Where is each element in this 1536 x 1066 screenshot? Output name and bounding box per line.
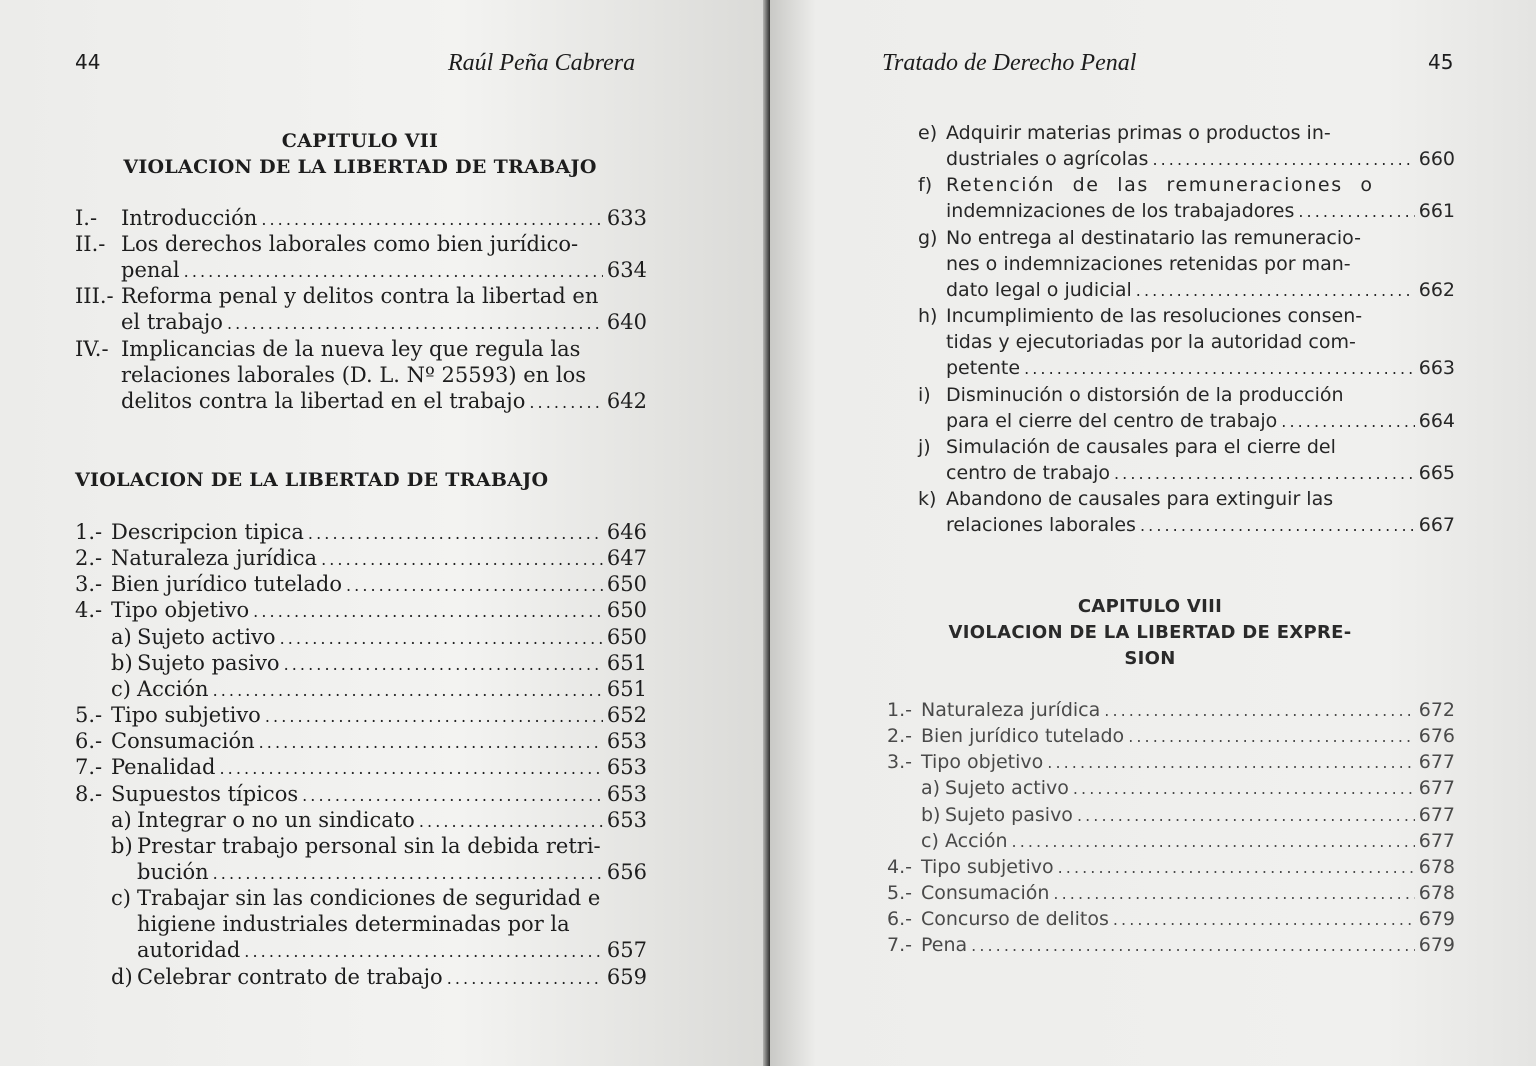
dot-leader: [259, 728, 603, 756]
toc-entry: [887, 723, 1455, 749]
toc-entry-text: delitos contra la libertad en el trabajo: [121, 388, 526, 413]
toc-entry-number: 2.-: [75, 546, 103, 571]
toc-entry-page: 653: [606, 755, 647, 780]
toc-entry-text: Naturaleza jurídica: [921, 699, 1101, 721]
toc-entry-text: Trabajar sin las condiciones de seguridad e: [137, 886, 601, 911]
toc-entry-page: 642: [606, 388, 647, 413]
toc-entry-text: higiene industriales determinadas por la: [137, 912, 570, 937]
toc-entry-text: Concurso de delitos: [921, 908, 1109, 931]
toc-entry-text: Introducción: [121, 206, 258, 230]
toc-entry-page: 659: [606, 964, 647, 989]
toc-entry-page: 650: [606, 572, 647, 597]
dot-leader: [244, 937, 603, 965]
toc-entry-page: 677: [1418, 777, 1455, 800]
right-page-number: 45: [1428, 50, 1454, 74]
toc-entry-number: c): [921, 829, 939, 852]
toc-entry: [918, 225, 1455, 303]
toc-entry: [75, 728, 647, 754]
toc-entry-text: centro de trabajo: [946, 461, 1110, 484]
dot-leader: [1012, 828, 1415, 855]
dot-leader: [447, 964, 603, 992]
toc-entry-text: para el cierre del centro de trabajo: [946, 409, 1278, 432]
toc-entry-page: 679: [1418, 934, 1455, 957]
dot-leader: [1104, 697, 1414, 724]
toc-entry-page: 651: [606, 676, 647, 701]
toc-entry-number: e): [918, 122, 938, 144]
dot-leader: [220, 754, 603, 782]
toc-entry-number: 6.-: [887, 908, 912, 931]
toc-entry-page: 663: [1418, 357, 1455, 380]
toc-entry: [887, 749, 1455, 775]
toc-entry-number: f): [918, 174, 933, 197]
toc-entry-text: Prestar trabajo personal sin la debida retri-: [137, 833, 601, 858]
toc-entry-number: b): [111, 833, 133, 858]
toc-entry: [918, 172, 1455, 224]
toc-entry-page: 665: [1418, 461, 1455, 484]
toc-entry-text: Supuestos típicos: [111, 781, 299, 806]
toc-entry-number: 1.-: [887, 699, 912, 721]
toc-entry-page: 650: [606, 598, 647, 623]
toc-entry-number: 8.-: [75, 781, 103, 806]
toc-entry-text: bución: [137, 859, 209, 884]
toc-entry-number: 5.-: [75, 703, 103, 728]
chapter-number: CAPITULO VII: [281, 130, 439, 152]
chapter-title-line-2: SION: [1124, 648, 1176, 669]
dot-leader: [529, 388, 603, 416]
toc-entry-page: 653: [606, 807, 647, 832]
toc-entry: [111, 676, 647, 702]
toc-entry-page: 677: [1418, 751, 1455, 774]
toc-entry-number: c): [111, 886, 131, 911]
toc-entry-text: penal: [121, 258, 180, 283]
toc-entry-number: II.-: [75, 232, 106, 257]
dot-leader: [184, 257, 603, 285]
toc-entry-number: 6.-: [75, 729, 103, 754]
toc-entry: [921, 775, 1455, 801]
toc-entry-number: d): [111, 964, 133, 989]
toc-entry-text: tidas y ejecutoriadas por la autoridad com-: [946, 331, 1356, 354]
toc-entry-page: 650: [606, 624, 647, 649]
dot-leader: [1152, 146, 1414, 173]
toc-entry-text: Consumación: [921, 882, 1050, 905]
right-running-title: Tratado de Derecho Penal: [882, 50, 1137, 76]
toc-entry-number: 7.-: [887, 934, 912, 957]
dot-leader: [284, 650, 603, 678]
toc-entry-page: 647: [606, 546, 647, 571]
toc-entry-text: autoridad: [137, 938, 241, 963]
toc-entry-text: No entrega al destinatario las remuneracio-: [946, 226, 1361, 249]
toc-entry: [887, 906, 1455, 932]
toc-entry: [75, 571, 647, 597]
toc-entry-text: Sujeto activo: [137, 624, 276, 649]
toc-entry-text: Tipo objetivo: [111, 598, 250, 623]
toc-entry-page: 652: [606, 703, 647, 728]
toc-entry: [887, 697, 1455, 723]
toc-entry: [75, 702, 647, 728]
toc-entry-number: 2.-: [887, 725, 912, 748]
dot-leader: [1047, 749, 1414, 776]
dot-leader: [265, 702, 603, 730]
toc-entry-number: a): [921, 777, 941, 800]
toc-entry-text: Sujeto activo: [945, 777, 1069, 800]
dot-leader: [971, 932, 1415, 959]
toc-entry-text: Acción: [137, 676, 209, 701]
toc-entry: [111, 807, 647, 833]
toc-entry-page: 660: [1418, 148, 1455, 170]
toc-entry-number: b): [921, 803, 941, 826]
toc-entry-page: 653: [606, 781, 647, 806]
dot-leader: [302, 781, 603, 809]
toc-entry-text: Tipo subjetivo: [921, 855, 1054, 878]
toc-entry-text: el trabajo: [121, 310, 223, 335]
toc-entry-text: Abandono de causales para extinguir las: [946, 488, 1334, 511]
left-page-number: 44: [75, 50, 101, 74]
toc-entry-page: 657: [606, 938, 647, 963]
toc-entry: [75, 545, 647, 571]
toc-entry-text: Adquirir materias primas o productos in-: [946, 122, 1331, 144]
toc-entry-page: 640: [606, 310, 647, 335]
toc-entry: [918, 303, 1455, 381]
toc-entry-text: indemnizaciones de los trabajadores: [946, 200, 1295, 223]
dot-leader: [1298, 198, 1414, 225]
toc-entry-page: 664: [1418, 409, 1455, 432]
toc-entry-number: 3.-: [887, 751, 912, 774]
dot-leader: [1058, 854, 1415, 881]
dot-leader: [308, 519, 603, 547]
toc-entry-text: Pena: [921, 934, 968, 957]
toc-entry: [111, 624, 647, 650]
toc-entry-page: 653: [606, 729, 647, 754]
toc-entry: [921, 802, 1455, 828]
toc-entry: [75, 336, 647, 414]
right-page: [770, 0, 1536, 1066]
toc-entry-text: Descripcion tipica: [111, 520, 304, 544]
toc-entry-page: 677: [1418, 829, 1455, 852]
toc-entry-text: Simulación de causales para el cierre del: [946, 435, 1336, 458]
dot-leader: [261, 205, 603, 233]
dot-leader: [280, 624, 603, 652]
toc-entry-number: g): [918, 226, 938, 249]
toc-entry-page: 678: [1418, 882, 1455, 905]
toc-entry: [111, 650, 647, 676]
toc-entry: [75, 597, 647, 623]
toc-entry: [887, 932, 1455, 958]
toc-entry: [918, 434, 1455, 486]
toc-entry-page: 672: [1418, 699, 1455, 721]
toc-entry-number: 1.-: [75, 520, 103, 544]
toc-entry: [75, 231, 647, 283]
toc-entry: [111, 833, 647, 885]
toc-entry-text: relaciones laborales: [946, 514, 1136, 537]
toc-entry-text: Los derechos laborales como bien jurídico-: [121, 232, 579, 257]
toc-entry-text: Incumplimiento de las resoluciones consen-: [946, 305, 1363, 328]
dot-leader: [213, 859, 603, 887]
dot-leader: [1114, 460, 1415, 487]
toc-entry: [918, 486, 1455, 538]
toc-entry: [111, 885, 647, 963]
toc-entry-text: dato legal o judicial: [946, 278, 1132, 301]
toc-entry: [887, 854, 1455, 880]
toc-entry-number: IV.-: [75, 336, 109, 361]
toc-entry-number: a): [111, 624, 132, 649]
toc-entry: [75, 754, 647, 780]
dot-leader: [1073, 775, 1415, 802]
chapter-number: CAPITULO VIII: [1077, 596, 1223, 617]
toc-entry-text: Reforma penal y delitos contra la libertad en: [121, 284, 599, 309]
toc-entry-page: 676: [1418, 725, 1455, 748]
toc-entry-text: Consumación: [111, 729, 255, 754]
toc-entry-number: 4.-: [75, 598, 103, 623]
toc-entry-text: Tipo objetivo: [921, 751, 1044, 774]
toc-entry-page: 678: [1418, 855, 1455, 878]
chapter-heading-viii: [900, 594, 1400, 672]
toc-entry-number: c): [111, 676, 131, 701]
toc-entry-text: petente: [946, 357, 1021, 380]
toc-entry: [75, 781, 647, 807]
dot-leader: [321, 545, 603, 573]
toc-entry: [918, 120, 1455, 172]
dot-leader: [1136, 277, 1415, 304]
toc-entry-text: Integrar o no un sindicato: [137, 807, 415, 832]
toc-entry-text: Disminución o distorsión de la producción: [946, 383, 1344, 406]
toc-entry-page: 677: [1418, 803, 1455, 826]
toc-entry-number: a): [111, 807, 132, 832]
dot-leader: [1113, 906, 1415, 933]
toc-entry-number: j): [918, 435, 931, 458]
toc-entry-number: 3.-: [75, 572, 103, 597]
toc-entry-page: 662: [1418, 278, 1455, 301]
toc-entry-number: h): [918, 305, 938, 328]
left-running-title: Raúl Peña Cabrera: [448, 50, 636, 76]
toc-entry-number: III.-: [75, 284, 114, 309]
toc-entry-page: 661: [1418, 200, 1455, 223]
toc-entry-text: Implicancias de la nueva ley que regula las: [121, 336, 581, 361]
toc-entry-number: I.-: [75, 206, 98, 230]
toc-entry-page: 679: [1418, 908, 1455, 931]
toc-entry: [918, 382, 1455, 434]
dot-leader: [1024, 355, 1415, 382]
toc-entry-page: 634: [606, 258, 647, 283]
toc-entry: [921, 828, 1455, 854]
chapter-heading-vii: [70, 128, 650, 180]
toc-entry-text: relaciones laborales (D. L. Nº 25593) en los: [121, 362, 586, 387]
toc-entry-text: nes o indemnizaciones retenidas por man-: [946, 252, 1351, 275]
toc-entry-number: i): [918, 383, 931, 406]
toc-entry-number: 7.-: [75, 755, 103, 780]
toc-entry: [75, 283, 647, 335]
toc-entry-number: 5.-: [887, 882, 912, 905]
toc-entry-text: Tipo subjetivo: [111, 703, 261, 728]
toc-entry-text: Bien jurídico tutelado: [921, 725, 1125, 748]
dot-leader: [346, 571, 603, 599]
toc-entry-text: Acción: [945, 829, 1008, 852]
toc-entry-text: Celebrar contrato de trabajo: [137, 964, 443, 989]
dot-leader: [419, 807, 603, 835]
dot-leader: [1128, 723, 1415, 750]
dot-leader: [227, 309, 603, 337]
toc-entry-text: Sujeto pasivo: [945, 803, 1073, 826]
toc-entry-page: 646: [606, 520, 647, 544]
dot-leader: [253, 597, 603, 625]
chapter-title: VIOLACION DE LA LIBERTAD DE TRABAJO: [123, 156, 597, 178]
dot-leader: [213, 676, 603, 704]
toc-entry-text: Sujeto pasivo: [137, 650, 280, 675]
toc-entry-number: 4.-: [887, 855, 912, 878]
toc-entry-page: 633: [606, 206, 647, 230]
dot-leader: [1077, 802, 1415, 829]
toc-entry-page: 656: [606, 859, 647, 884]
toc-entry: [75, 519, 647, 545]
dot-leader: [1053, 880, 1414, 907]
toc-entry: [887, 880, 1455, 906]
toc-entry: [111, 964, 647, 990]
dot-leader: [1140, 512, 1415, 539]
toc-entry-text: Bien jurídico tutelado: [111, 572, 342, 597]
toc-entry-text: dustriales o agrícolas: [946, 148, 1149, 170]
toc-entry-text: Naturaleza jurídica: [111, 546, 318, 571]
toc-entry-page: 667: [1418, 514, 1455, 537]
toc-entry-number: k): [918, 488, 937, 511]
toc-entry-page: 651: [606, 650, 647, 675]
toc-entry: [75, 205, 647, 231]
dot-leader: [1281, 408, 1414, 435]
section-heading: VIOLACION DE LA LIBERTAD DE TRABAJO: [75, 469, 549, 491]
toc-entry-text: Retención de las remuneraciones o: [946, 174, 1374, 197]
toc-entry-number: b): [111, 650, 133, 675]
toc-entry-text: Penalidad: [111, 755, 216, 780]
chapter-title-line-1: VIOLACION DE LA LIBERTAD DE EXPRE-: [948, 622, 1352, 643]
